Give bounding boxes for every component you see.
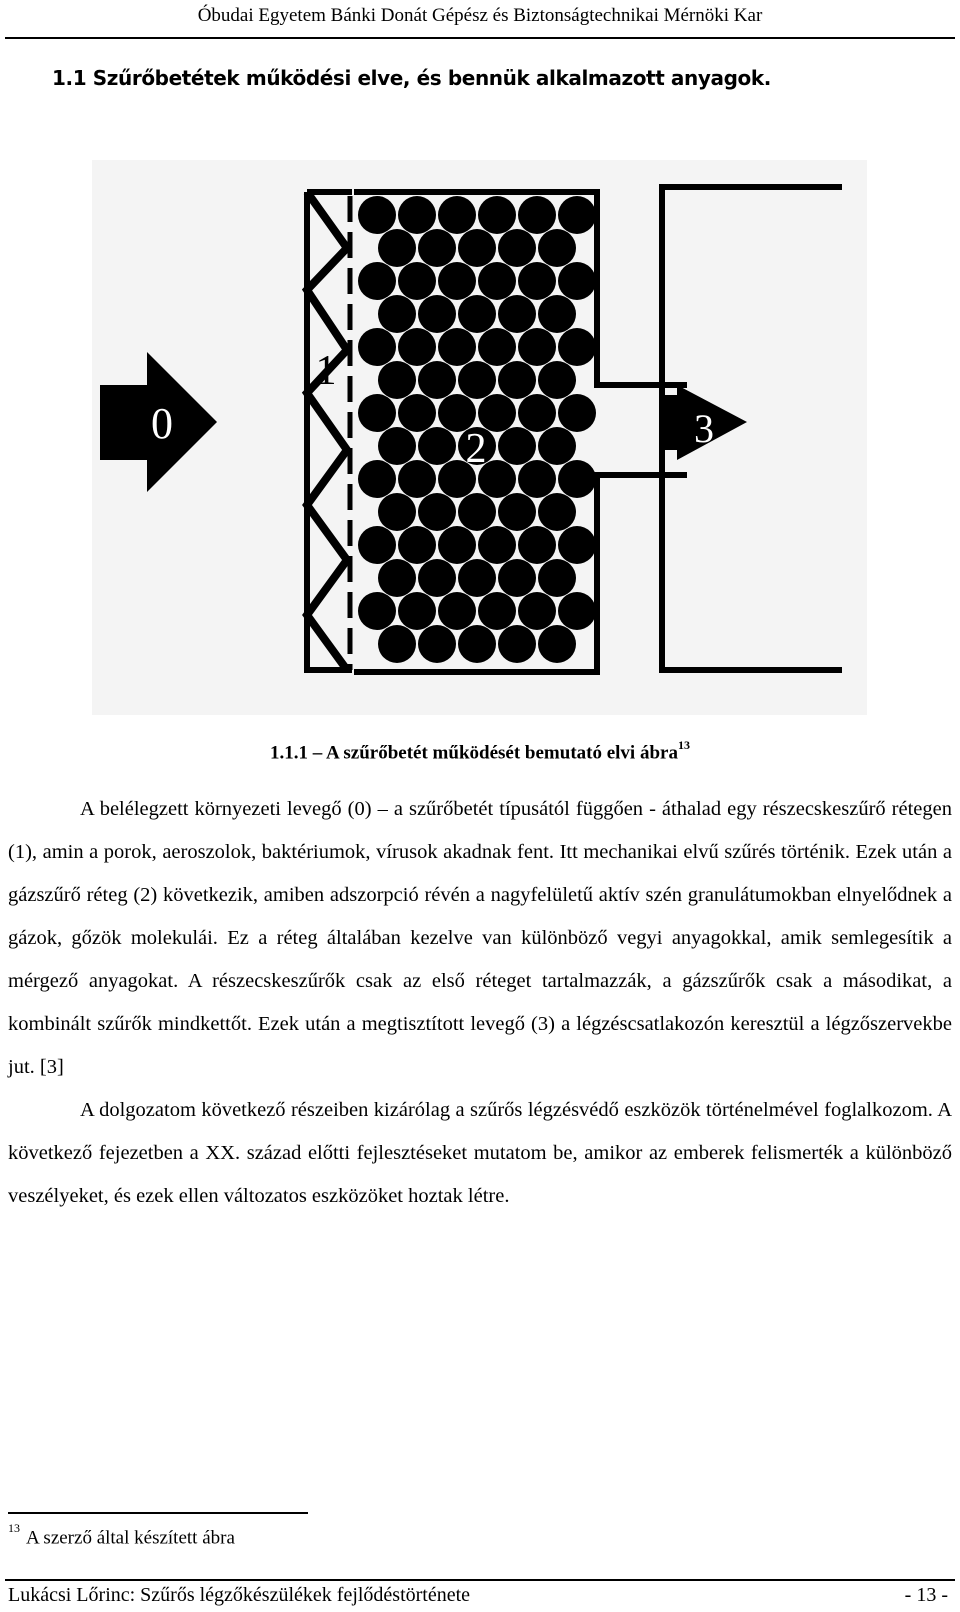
- header-divider: [5, 37, 955, 39]
- granule: [398, 262, 436, 300]
- granule: [398, 526, 436, 564]
- granule: [498, 625, 536, 663]
- granule: [458, 361, 496, 399]
- paragraph-2: A dolgozatom következő részeiben kizárólag a szűrős légzésvédő eszközök történelmével foglalkozom. A következő fejezetben a XX. század előtti fejlesztéseket mutatom be, amikor az emberek felismerték a különböző veszélyeket, és ezek ellen változatos eszközöket hoztak létre.: [8, 1099, 952, 1207]
- granule: [418, 295, 456, 333]
- outlet-arrow-icon: [662, 385, 747, 460]
- granule: [478, 526, 516, 564]
- granule: [458, 625, 496, 663]
- granule: [558, 328, 596, 366]
- granule: [498, 361, 536, 399]
- granule: [478, 262, 516, 300]
- granule: [498, 559, 536, 597]
- granule: [378, 625, 416, 663]
- granule: [398, 394, 436, 432]
- granule: [458, 559, 496, 597]
- granule: [518, 394, 556, 432]
- granule: [378, 559, 416, 597]
- granule: [458, 229, 496, 267]
- granule: [478, 328, 516, 366]
- footnote-reference: 13: [677, 738, 690, 752]
- granule: [438, 196, 476, 234]
- granule: [418, 625, 456, 663]
- granule: [358, 460, 396, 498]
- header-title: Óbudai Egyetem Bánki Donát Gépész és Biztonságtechnikai Mérnöki Kar: [197, 5, 763, 26]
- section-heading: 1.1 Szűrőbetétek működési elve, és bennük alkalmazott anyagok.: [52, 66, 771, 90]
- granule: [378, 229, 416, 267]
- granule: [538, 229, 576, 267]
- paragraph-1: A belélegzett környezeti levegő (0) – a szűrőbetét típusától függően - áthalad egy részecskeszűrő rétegen (1), amin a porok, aeroszolok, baktériumok, vírusok akadnak fent. Itt mechanikai elvű szűrés történik. Ezek után a gázszűrő réteg (2) következik, amiben adszorpció révén a nagyfelületű aktív szén granulátumokban elnyelődnek a gázok, gőzök molekulái. Ez a réteg általában kezelve van különböző vegyi anyagokkal, amik semlegesítik a mérgező anyagokat. A részecskeszűrők csak az első réteget tartalmazzák, a gázszűrők csak a másodikat, a kombinált szűrők mindkettőt. Ezek után a megtisztított levegő (3) a légzéscsatlakozón keresztül a légzőszervekbe jut. [3]: [8, 798, 952, 1078]
- footnote-divider: [8, 1512, 308, 1514]
- granule: [378, 361, 416, 399]
- granule: [538, 361, 576, 399]
- granule: [438, 526, 476, 564]
- granule: [358, 328, 396, 366]
- granule: [538, 295, 576, 333]
- granule: [538, 625, 576, 663]
- label-gas-filter: 2: [465, 426, 487, 472]
- granule: [558, 526, 596, 564]
- granule: [418, 427, 456, 465]
- granule: [558, 196, 596, 234]
- granule: [518, 196, 556, 234]
- granule: [538, 493, 576, 531]
- footnote-number: 13: [8, 1521, 20, 1535]
- label-particle-filter: 1: [315, 348, 337, 394]
- granule: [378, 295, 416, 333]
- granule: [458, 295, 496, 333]
- footnote-text: A szerző által készített ábra: [26, 1527, 235, 1549]
- granule: [418, 559, 456, 597]
- granule: [398, 592, 436, 630]
- granule: [378, 493, 416, 531]
- page-header: [0, 0, 960, 40]
- granule: [438, 592, 476, 630]
- granule: [398, 460, 436, 498]
- granule: [518, 526, 556, 564]
- granule: [538, 559, 576, 597]
- granule: [358, 196, 396, 234]
- granule: [518, 328, 556, 366]
- granule: [398, 196, 436, 234]
- granule: [558, 262, 596, 300]
- granule: [558, 460, 596, 498]
- figure-caption: [0, 740, 960, 764]
- label-outlet: 3: [694, 406, 714, 451]
- granule: [478, 196, 516, 234]
- body-text: [8, 788, 952, 1218]
- footer-divider: [5, 1579, 955, 1581]
- label-inlet: 0: [151, 399, 173, 448]
- granule: [498, 229, 536, 267]
- particle-filter-zigzag: [307, 192, 347, 670]
- granule: [478, 592, 516, 630]
- granule: [518, 262, 556, 300]
- granule: [418, 361, 456, 399]
- granule: [418, 493, 456, 531]
- granule: [558, 394, 596, 432]
- footer-author-title: Lukácsi Lőrinc: Szűrős légzőkészülékek fejlődéstörténete: [8, 1584, 471, 1606]
- granule: [518, 460, 556, 498]
- granule: [538, 427, 576, 465]
- footnote: [8, 1521, 235, 1549]
- filter-diagram-svg: [92, 160, 867, 715]
- granule: [458, 493, 496, 531]
- granule: [438, 262, 476, 300]
- granule: [358, 526, 396, 564]
- granule: [358, 394, 396, 432]
- granule: [558, 592, 596, 630]
- granule: [358, 592, 396, 630]
- granule: [378, 427, 416, 465]
- granule: [418, 229, 456, 267]
- filter-diagram: [92, 160, 867, 715]
- granule: [398, 328, 436, 366]
- granule: [498, 295, 536, 333]
- caption-text: 1.1.1 – A szűrőbetét működését bemutató elvi ábra: [270, 742, 678, 764]
- granule: [498, 427, 536, 465]
- granule: [518, 592, 556, 630]
- page-number: - 13 -: [904, 1584, 948, 1606]
- granule: [438, 328, 476, 366]
- granule: [358, 262, 396, 300]
- inlet-arrow-icon: [100, 352, 217, 492]
- granule: [498, 493, 536, 531]
